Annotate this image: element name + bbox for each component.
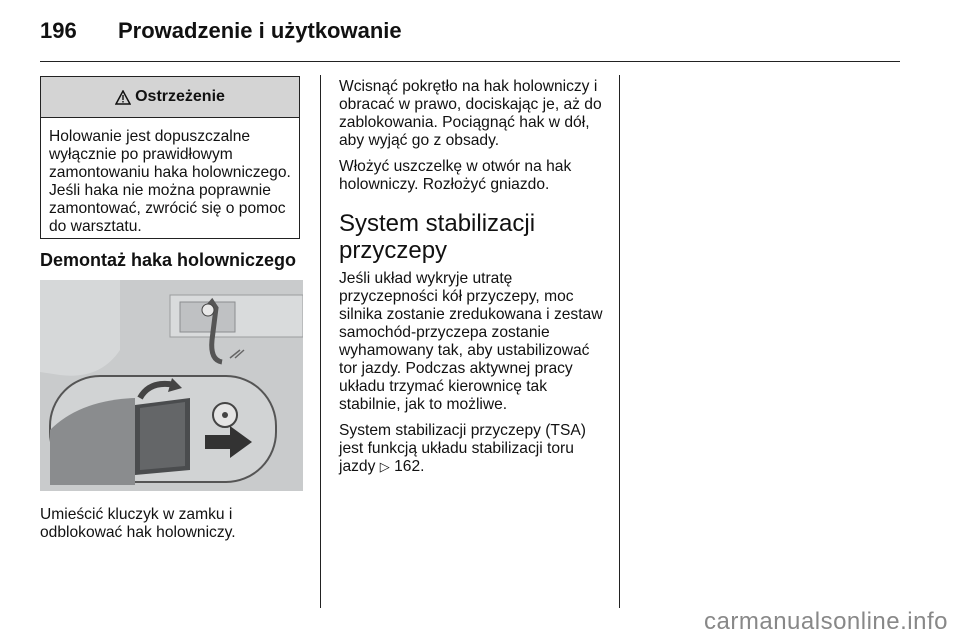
- figure-caption: Umieścić kluczyk w zamku i odblokować hak holowniczy.: [40, 506, 236, 541]
- warning-header: [41, 77, 299, 118]
- section-heading: System stabilizacji przyczepy: [339, 210, 536, 264]
- column-divider: [320, 75, 321, 608]
- paragraph-seal: Włożyć uszczelkę w otwór na hak holowniczy. Rozłożyć gniazdo.: [339, 158, 572, 193]
- section-subheading: Demontaż haka holowniczego: [40, 250, 297, 270]
- cross-reference-arrow-icon: ▷: [379, 459, 390, 474]
- header-rule: [40, 61, 900, 62]
- page-title: Prowadzenie i użytkowanie: [118, 18, 402, 43]
- middle-column: [339, 78, 607, 484]
- reference-page-link[interactable]: 162.: [394, 458, 425, 475]
- column-divider: [619, 75, 620, 608]
- warning-title: Ostrzeżenie: [135, 88, 225, 105]
- tsa-reference-text: System stabilizacji przyczepy (TSA) jest funkcją układu stabilizacji toru jazdy: [339, 422, 586, 475]
- warning-box: [40, 76, 300, 239]
- page-number: 196: [40, 18, 77, 43]
- warning-triangle-icon: [115, 90, 131, 105]
- paragraph-tsa-reference: [339, 422, 607, 476]
- tow-hook-illustration: [40, 280, 303, 491]
- warning-text: Holowanie jest dopuszczalne wyłącznie po prawidłowym zamontowaniu haka holowniczego. Jeśli haka nie można poprawnie zamontować, zwrócić się o pomoc do warsztatu.: [49, 128, 291, 235]
- paragraph-remove-hook: Wcisnąć pokrętło na hak holowniczy i obracać w prawo, dociskając je, aż do zablokowania. Pociągnąć hak w dół, aby wyjąć go z obsady.: [339, 78, 602, 149]
- paragraph-tsa-description: Jeśli układ wykryje utratę przyczepności kół przyczepy, moc silnika zostanie zredukowana i zestaw samochód-przyczepa zostanie wyhamowany tak, aby ustabilizować tor jazdy. Podczas aktywnej pracy układu trzymać kierownicę tak stabilnie, jak to możliwe.: [339, 270, 603, 413]
- page-header: [40, 18, 402, 44]
- watermark: carmanualsonline.info: [704, 608, 948, 635]
